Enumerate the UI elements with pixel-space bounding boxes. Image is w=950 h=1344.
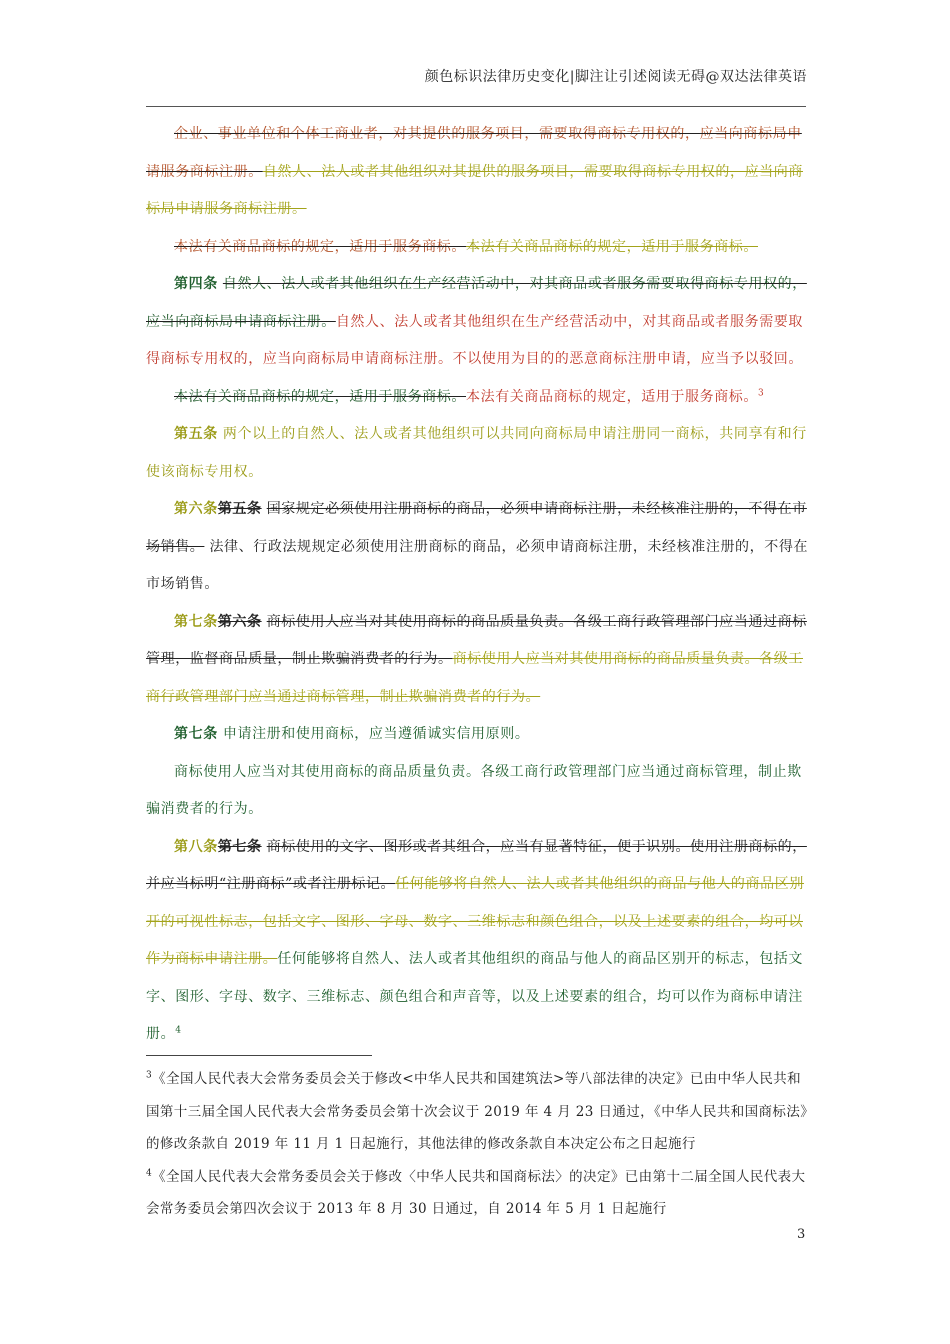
text-run: 第四条 [174, 276, 218, 292]
text-run: 第八条 [174, 838, 218, 855]
footnote-number: 3 [146, 1070, 153, 1081]
footnote-ref: 4 [175, 1025, 182, 1036]
text-run: 自然人、法人或者其他组织在生产经营活动中，对其商品或者服务需要取得商标专用权的，应当向商标局申请商标注册。 [146, 276, 807, 330]
text-run: 国家规定必须使用注册商标的商品，必须申请商标注册，未经核准注册的，不得在市场销售。 [146, 501, 807, 555]
document-body [146, 116, 810, 1054]
footnote-text: 《全国人民代表大会常务委员会关于修改<中华人民共和国建筑法>等八部法律的决定》已由中华人民共和国第十三届全国人民代表大会常务委员会第十次会议于 2019 年 4 月 23 日通过，《中华人民共和国商标法》的修改条款自 2019 年 11 月 1 日起施行，其他法律的修改条款自本决定公布之日起施行 [146, 1071, 808, 1152]
article-paragraph [146, 604, 810, 717]
text-run: 本法有关商品商标的规定，适用于服务商标。 [174, 238, 466, 255]
article-paragraph [146, 266, 810, 379]
text-run: 第六条 [174, 501, 218, 517]
text-run: 第七条 [174, 726, 218, 742]
page-header: 颜色标识法律历史变化|脚注让引述阅读无碍@双达法律英语 [424, 69, 807, 85]
text-run: 第五条 [174, 426, 218, 442]
footnote-divider [146, 1055, 372, 1056]
text-run: 本法有关商品商标的规定，适用于服务商标。 [174, 388, 466, 405]
text-run: 本法有关商品商标的规定，适用于服务商标。 [466, 238, 758, 255]
page-number: 3 [797, 1227, 806, 1242]
footnote-number: 4 [146, 1168, 153, 1178]
footnotes [146, 1063, 810, 1226]
text-run: 商标使用人应当对其使用商标的商品质量负责。各级工商行政管理部门应当通过商标管理，监督商品质量，制止欺骗消费者的行为。 [146, 613, 807, 667]
text-run: 商标使用的文字、图形或者其组合，应当有显著特征，便于识别。使用注册商标的，并应当标明“注册商标”或者注册标记。 [146, 838, 807, 892]
text-run: 第五条 [217, 501, 262, 517]
text-run: 法律、行政法规规定必须使用注册商标的商品，必须申请商标注册，未经核准注册的，不得在市场销售。 [146, 538, 809, 592]
article-paragraph [146, 416, 810, 491]
article-paragraph [146, 229, 810, 267]
article-paragraph [146, 116, 810, 229]
footnote [146, 1161, 810, 1226]
text-run: 第七条 [217, 838, 262, 855]
article-paragraph [146, 491, 810, 604]
header-divider [146, 106, 806, 107]
text-run: 自然人、法人或者其他组织对其提供的服务项目，需要取得商标专用权的，应当向商标局申请服务商标注册。 [146, 163, 804, 217]
article-paragraph [146, 716, 810, 754]
footnote [146, 1063, 810, 1161]
text-run: 商标使用人应当对其使用商标的商品质量负责。各级工商行政管理部门应当通过商标管理，制止欺骗消费者的行为。 [146, 763, 802, 817]
text-run: 企业、事业单位和个体工商业者，对其提供的服务项目，需要取得商标专用权的，应当向商标局申请服务商标注册。 [146, 126, 802, 180]
text-run: 申请注册和使用商标，应当遵循诚实信用原则。 [217, 726, 530, 742]
article-paragraph [146, 379, 810, 417]
footnote-ref: 3 [758, 387, 765, 398]
text-run: 第六条 [217, 613, 262, 630]
text-run: 本法有关商品商标的规定，适用于服务商标。 [466, 388, 758, 405]
article-paragraph [146, 829, 810, 1054]
text-run: 任何能够将自然人、法人或者其他组织的商品与他人的商品区别开的可视性标志，包括文字、图形、字母、数字、三维标志和颜色组合，以及上述要素的组合，均可以作为商标申请注册。 [146, 876, 804, 967]
text-run: 自然人、法人或者其他组织在生产经营活动中，对其商品或者服务需要取得商标专用权的，应当向商标局申请商标注册。不以使用为目的的恶意商标注册申请，应当予以驳回。 [146, 313, 804, 367]
text-run: 任何能够将自然人、法人或者其他组织的商品与他人的商品区别开的标志，包括文字、图形、字母、数字、三维标志、颜色组合和声音等，以及上述要素的组合，均可以作为商标申请注册。 [146, 951, 804, 1042]
article-paragraph [146, 754, 810, 829]
text-run: 两个以上的自然人、法人或者其他组织可以共同向商标局申请注册同一商标，共同享有和行使该商标专用权。 [146, 426, 807, 480]
text-run: 第七条 [174, 613, 218, 630]
text-run: 商标使用人应当对其使用商标的商品质量负责。各级工商行政管理部门应当通过商标管理，制止欺骗消费者的行为。 [146, 651, 804, 705]
footnote-text: 《全国人民代表大会常务委员会关于修改〈中华人民共和国商标法〉的决定》已由第十二届全国人民代表大会常务委员会第四次会议于 2013 年 8 月 30 日通过，自 2014 年 5 月 1 日起施行 [146, 1168, 806, 1217]
